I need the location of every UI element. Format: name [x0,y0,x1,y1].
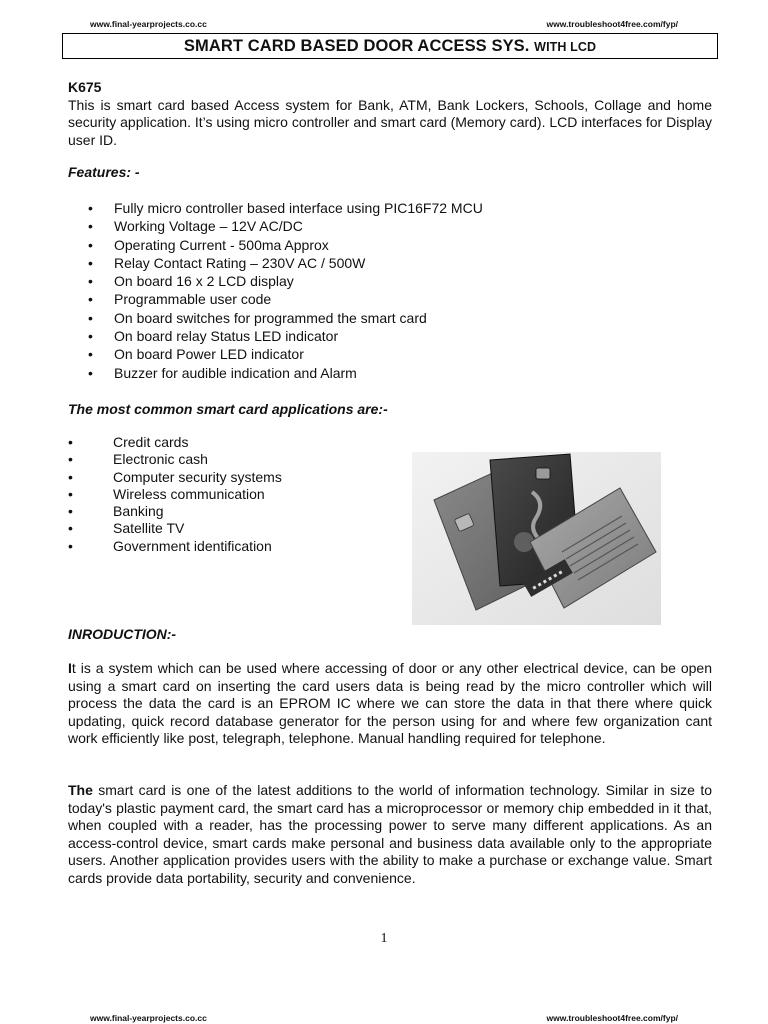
bullet: • [88,291,93,308]
applications-section [68,434,398,555]
bullet: • [68,520,73,537]
product-code: K675 [68,79,102,95]
bullet: • [68,434,73,450]
bullet: • [68,451,73,468]
feature-item [68,345,712,363]
bullet: • [88,346,93,363]
bullet: • [88,364,93,381]
feature-item [68,254,712,272]
feature-text: Buzzer for audible indication and Alarm [114,364,357,381]
bullet: • [68,503,73,520]
feature-text: Fully micro controller based interface using PIC16F72 MCU [114,200,483,216]
application-text: Banking [113,503,164,520]
feature-item [68,309,712,327]
applications-heading: The most common smart card applications are:- [68,401,388,417]
application-item [68,520,398,537]
intro-section [68,79,712,149]
feature-item [68,364,712,382]
para1-lead: I [68,660,72,676]
feature-text: Working Voltage – 12V AC/DC [114,218,303,235]
bullet: • [88,309,93,326]
para2-body: smart card is one of the latest additions to the world of information technology. Similar in size to today's plastic payment card, the smart card has a microprocessor or memory chip embedded in it that, when coupled with a reader, has the processing power to serve many different applications. As an access-control device, smart cards make personal and business data available only to the appropriate users. Another application provides users with the ability to make a purchase or exchange value. Smart cards provide data portability, security and convenience. [68,782,712,886]
feature-text: Operating Current - 500ma Approx [114,236,329,253]
application-text: Computer security systems [113,468,282,485]
page-title [62,33,718,59]
bullet: • [88,236,93,253]
smart-card-section [68,782,712,887]
applications-list [68,434,398,555]
title-suffix: WITH LCD [534,40,597,54]
application-text: Electronic cash [113,451,208,468]
para1-body: t is a system which can be used where accessing of door or any other electrical device, can be open using a smart card on inserting the card users data is being read by the micro controller which will process the data the card is an EPROM IC where we can store the data in that there where quick updating, quick record database generator for the person using for and where few organization cant work efficiently like post, telegraph, telephone. Manual handling required for telephone. [68,660,712,746]
para2-lead: The [68,782,93,798]
features-list [68,199,712,382]
feature-item [68,236,712,254]
application-item [68,503,398,520]
bullet: • [68,537,73,554]
features-heading: Features: - [68,164,140,180]
bullet: • [88,328,93,345]
application-text: Wireless communication [113,485,265,502]
introduction-section [68,660,712,748]
bullet: • [88,273,93,290]
smart-cards-illustration [412,452,661,625]
application-item [68,451,398,468]
introduction-heading: INRODUCTION:- [68,626,177,642]
feature-item [68,327,712,345]
smart-cards-photo [412,452,661,625]
application-text: Credit cards [113,434,189,450]
introduction-paragraph [68,660,712,748]
feature-text: On board Power LED indicator [114,346,304,363]
smart-card-paragraph [68,782,712,887]
bullet: • [88,200,93,216]
feature-item [68,272,712,290]
feature-text: On board 16 x 2 LCD display [114,273,294,290]
features-section [68,199,712,382]
application-item [68,469,398,486]
header-right-url: www.troubleshoot4free.com/fyp/ [546,19,678,29]
application-item [68,434,398,451]
bullet: • [68,485,73,502]
application-text: Government identification [113,537,272,554]
application-item [68,486,398,503]
bullet: • [68,468,73,485]
intro-paragraph: This is smart card based Access system for Bank, ATM, Bank Lockers, Schools, Collage and home security application. It’s using micro controller and smart card (Memory card). LCD interfaces for Display user ID. [68,96,712,148]
feature-text: On board switches for programmed the smart card [114,309,427,326]
feature-item [68,290,712,308]
application-item [68,538,398,555]
page-number: 1 [380,931,388,946]
footer-left-url: www.final-yearprojects.co.cc [90,1013,207,1023]
feature-item [68,199,712,217]
feature-text: Relay Contact Rating – 230V AC / 500W [114,254,366,271]
application-text: Satellite TV [113,520,185,537]
footer-right-url: www.troubleshoot4free.com/fyp/ [546,1013,678,1023]
feature-item [68,217,712,235]
bullet: • [88,254,93,271]
title-main: SMART CARD BASED DOOR ACCESS SYS. [183,37,530,55]
feature-text: On board relay Status LED indicator [114,328,339,345]
header-left-url: www.final-yearprojects.co.cc [90,19,207,29]
feature-text: Programmable user code [114,291,272,308]
bullet: • [88,218,93,235]
